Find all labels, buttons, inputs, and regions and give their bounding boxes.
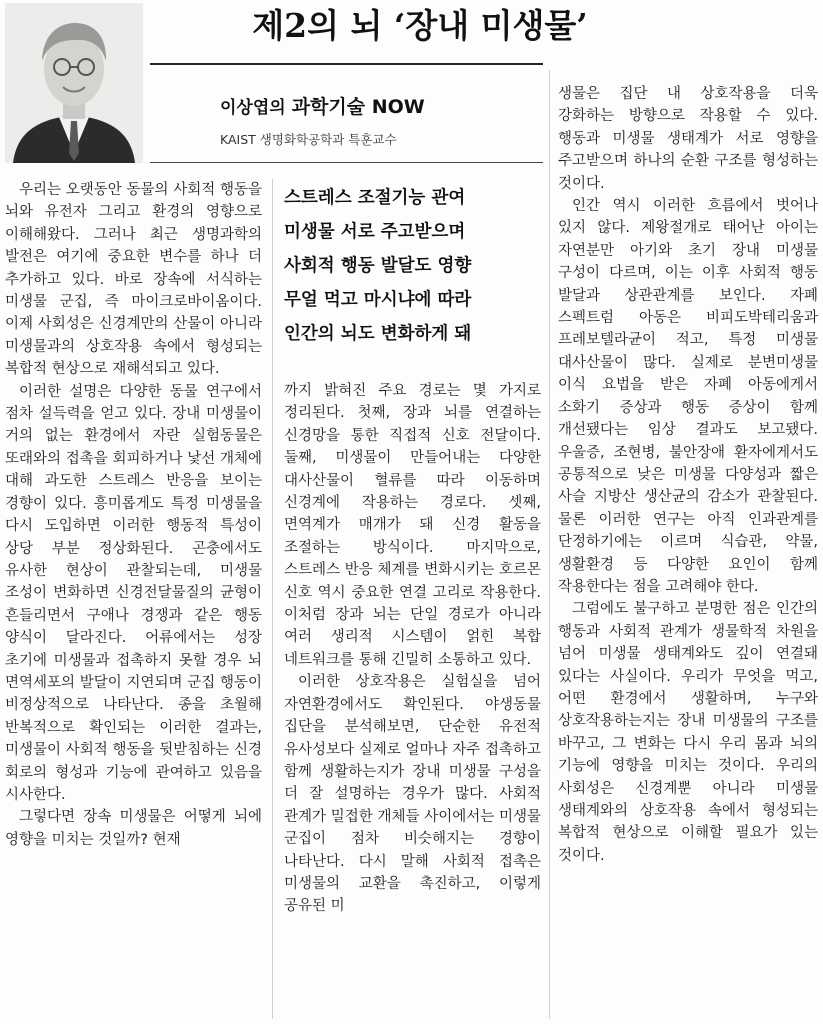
paragraph: 이러한 상호작용은 실험실을 넘어 자연환경에서도 확인된다. 야생동물 집단을 분석해보면, 단순한 유전적 유사성보다 실제로 얼마나 자주 접촉하고 함께 생활하는지가 장내 미생물 구성을 더 잘 설명하는 경우가 많다. 사회적 관계가 밀접한 개체들 사이에서는 미생물 군집이 점차 비슷해지는 경향이 나타난다. 다시 말해 사회적 접촉은 미생물의 교환을 촉진하고, 이렇게 공유된 미 <box>284 674 541 915</box>
byline-series-title: 과학기술 NOW <box>291 96 425 118</box>
pull-quote-line: 인간의 뇌도 변화하게 돼 <box>284 324 472 344</box>
article-column-2 <box>284 380 541 918</box>
pull-quote-line: 무얼 먹고 마시냐에 따라 <box>284 290 472 310</box>
author-photo <box>5 3 143 163</box>
paragraph: 우리는 오랫동안 동물의 사회적 행동을 뇌와 유전자 그리고 환경의 영향으로 이해해왔다. 그러나 최근 생명과학의 발전은 여기에 중요한 변수를 하나 더 추가하고 있다. 바로 장속에 서식하는 미생물 군집, 즉 마이크로바이옴이다. 이제 사회성은 신경계만의 산물이 아니라 미생물과의 상호작용 속에서 형성되는 복합적 현상으로 재해석되고 있다. <box>5 182 262 378</box>
author-portrait-image <box>5 3 143 163</box>
paragraph: 그렇다면 장속 미생물은 어떻게 뇌에 영향을 미치는 것일까? 현재 <box>5 809 262 848</box>
paragraph: 인간 역시 이러한 흐름에서 벗어나 있지 않다. 제왕절개로 태어난 아이는 자연분만 아기와 초기 장내 미생물 구성이 다르며, 이는 이후 사회적 행동 발달과 상관관계를 보인다. 자폐 스펙트럼 아동은 비피도박테리움과 프레보텔라균이 적고, 특정 미생물 대사산물이 많다. 실제로 분변미생물 이식 요법을 받은 자폐 아동에게서 소화기 증상과 행동 증상이 함께 개선됐다는 임상 결과도 보고됐다. 우울증, 조현병, 불안장애 환자에게서도 공통적으로 낮은 미생물 다양성과 짧은 사슬 지방산 생산균의 감소가 관찰된다. 물론 이러한 연구는 아직 인과관계를 단정하기에는 이르며 식습관, 약물, 생활환경 등 다양한 요인이 함께 작용한다는 점을 고려해야 한다. <box>558 198 818 595</box>
paragraph: 생물은 집단 내 상호작용을 더욱 강화하는 방향으로 작용할 수 있다. 행동과 미생물 생태계가 서로 영향을 주고받으며 하나의 순환 구조를 형성하는 것이다. <box>558 86 818 192</box>
paragraph: 까지 밝혀진 주요 경로는 몇 가지로 정리된다. 첫째, 장과 뇌를 연결하는 신경망을 통한 직접적 신호 전달이다. 둘째, 미생물이 만들어내는 다양한 대사산물이 혈류를 따라 이동하며 신경계에 작용하는 경로다. 셋째, 면역계가 매개가 돼 신경 활동을 조절하는 방식이다. 마지막으로, 스트레스 반응 체계를 변화시키는 호르몬 신호 역시 중요한 연결 고리로 작용한다. 이처럼 장과 뇌는 단일 경로가 아니라 여러 생리적 시스템이 얽힌 복합 네트워크를 통해 긴밀히 소통하고 있다. <box>284 383 541 668</box>
pull-quote <box>284 181 541 351</box>
paragraph: 이러한 설명은 다양한 동물 연구에서 점차 설득력을 얻고 있다. 장내 미생물이 거의 없는 환경에서 자란 실험동물은 또래와의 접촉을 회피하거나 낯선 개체에 대해 과도한 스트레스 반응을 보이는 경향이 있다. 흥미롭게도 특정 미생물을 다시 도입하면 이러한 행동적 특성이 상당 부분 정상화된다. 곤충에서도 유사한 현상이 관찰되는데, 미생물 조성이 변화하면 신경전달물질의 균형이 흔들리면서 구애나 경쟁과 같은 행동 양식이 달라진다. 어류에서는 성장 초기에 미생물과 접촉하지 못할 경우 뇌 면역세포의 발달이 지연되며 군집 행동이 비정상적으로 나타난다. 종을 초월해 반복적으로 확인되는 이러한 결과는, 미생물이 사회적 행동을 뒷받침하는 신경 회로의 형성과 기능에 관여하고 있음을 시사한다. <box>5 383 262 803</box>
byline <box>220 94 425 121</box>
column-divider <box>549 70 550 1019</box>
pull-quote-line: 미생물 서로 주고받으며 <box>284 222 466 242</box>
byline-author-title: KAIST 생명화학공학과 특훈교수 <box>220 132 397 147</box>
pull-quote-line: 사회적 행동 발달도 영향 <box>284 256 472 276</box>
article-headline: 제2의 뇌 ‘장내 미생물’ <box>252 6 588 45</box>
pull-quote-line: 스트레스 조절기능 관여 <box>284 188 466 208</box>
paragraph: 그럼에도 불구하고 분명한 점은 인간의 행동과 사회적 관계가 생물학적 차원을 넘어 미생물 생태계와도 깊이 연결돼 있다는 사실이다. 우리가 무엇을 먹고, 어떤 환경에서 생활하며, 누구와 상호작용하는지는 장내 미생물의 구조를 바꾸고, 그 변화는 다시 우리 몸과 뇌의 기능에 영향을 미치는 것이다. 우리의 사회성은 신경계뿐 아니라 미생물 생태계와의 상호작용 속에서 형성되는 복합적 현상으로 이해할 필요가 있는 것이다. <box>558 601 818 864</box>
article-column-3 <box>558 83 818 867</box>
column-divider <box>272 179 273 1019</box>
byline-author-name: 이상엽의 <box>220 98 286 118</box>
header-rule <box>150 63 543 65</box>
byline-rule <box>150 162 543 163</box>
article-column-1 <box>5 179 262 851</box>
